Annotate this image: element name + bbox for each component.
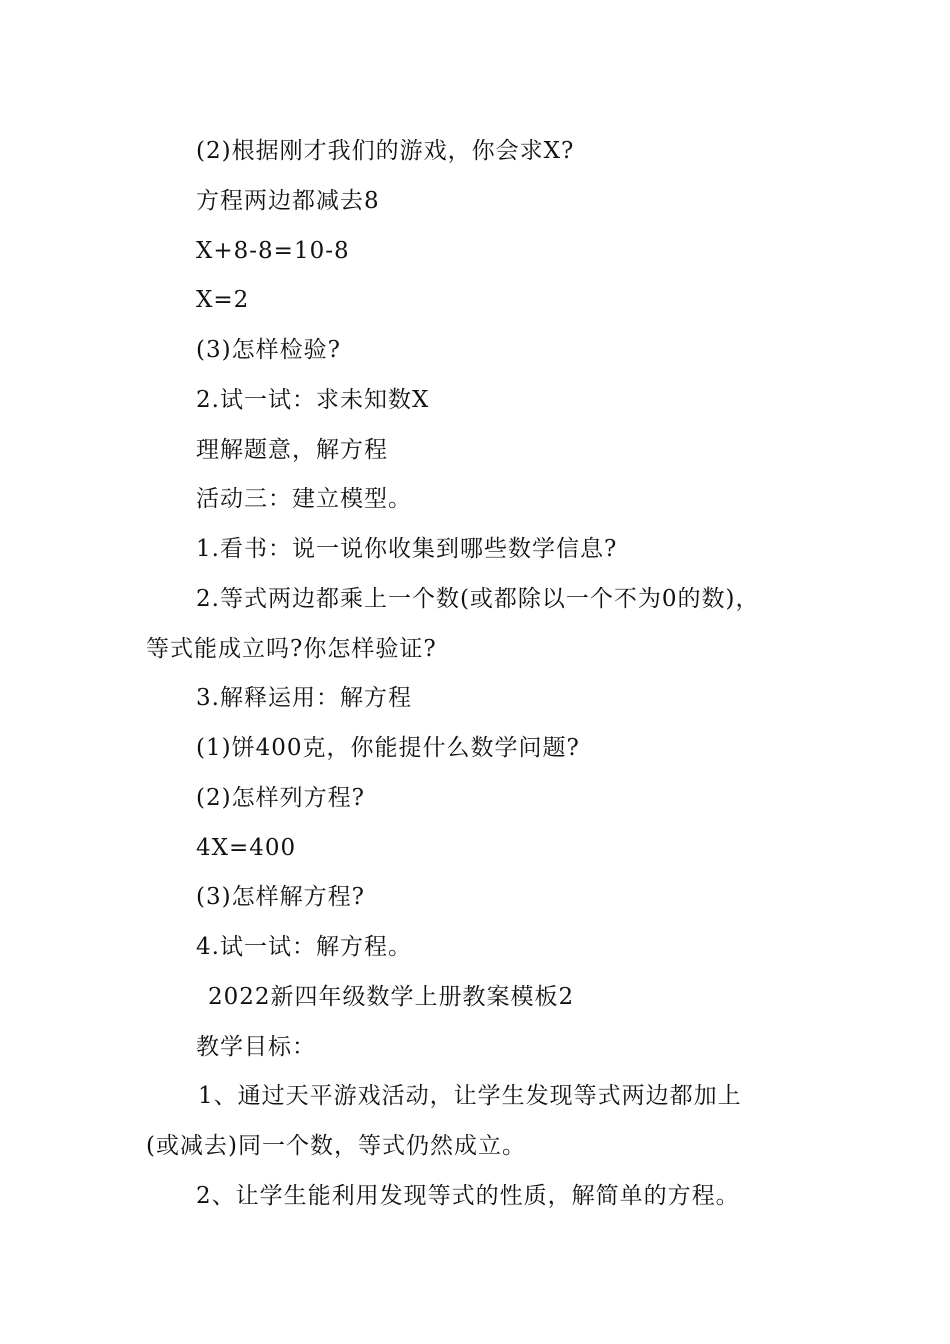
text-line: 理解题意，解方程 — [196, 437, 388, 463]
text-line: 方程两边都减去8 — [196, 188, 380, 214]
objective-item-continuation: (或减去)同一个数，等式仍然成立。 — [146, 1133, 526, 1159]
equation-line: 4X=400 — [196, 835, 297, 861]
text-line: (3)怎样解方程? — [196, 884, 365, 910]
document-title: 2022新四年级数学上册教案模板2 — [208, 984, 575, 1010]
text-line: (3)怎样检验? — [196, 337, 341, 363]
text-line: 4.试一试：解方程。 — [196, 934, 412, 960]
text-line: (1)饼400克，你能提什么数学问题? — [196, 735, 580, 761]
equation-line: X=2 — [196, 287, 250, 313]
section-heading: 活动三：建立模型。 — [196, 486, 412, 512]
text-line: (2)怎样列方程? — [196, 785, 365, 811]
section-heading: 教学目标： — [196, 1034, 316, 1060]
objective-item: 2、让学生能利用发现等式的性质，解简单的方程。 — [196, 1183, 740, 1209]
text-line-continuation: 等式能成立吗?你怎样验证? — [146, 636, 437, 662]
text-line: 2.试一试：求未知数X — [196, 387, 430, 413]
text-line: (2)根据刚才我们的游戏，你会求X? — [196, 138, 575, 164]
equation-line: X+8-8=10-8 — [196, 238, 350, 264]
text-line: 1.看书：说一说你收集到哪些数学信息? — [196, 536, 618, 562]
objective-item: 1、通过天平游戏活动，让学生发现等式两边都加上 — [198, 1083, 742, 1109]
text-line: 3.解释运用：解方程 — [196, 685, 412, 711]
text-line: 2.等式两边都乘上一个数(或都除以一个不为0的数)， — [196, 586, 760, 612]
